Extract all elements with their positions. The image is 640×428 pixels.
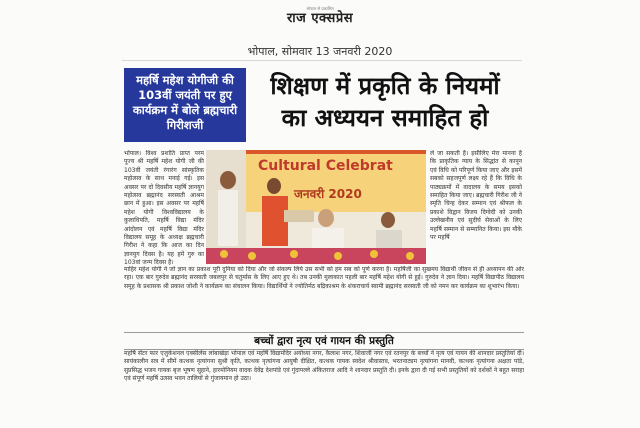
article-right-column: ले जा सकती है। इसीलिए मेरा मानना है कि प्राकृतिक न्याय के सिद्धांत से कानून एवं विधि को परिपूर्ण किया जाए और इसमें सबको सहजपूर्ण लक्ष्य रहे हैं कि विधि के पाठ्यक्रमों में वादालय के समय इसको समाहित किया जाए। ब्रह्मचारी गिरीश जी ने स्मृति चिन्ह देकर सम्मान एवं श्रीफल के प्रकाशे विद्वान विजय दिग्वेदी को उनकी उल्लेखनीय एवं सुदीर्घ सेवाओं के लिए महर्षि सम्मान से सम्मानित किया। इस मौके पर महर्षि	[430, 150, 522, 242]
event-photo	[206, 150, 426, 264]
banner-text: Cultural Celebrat	[258, 158, 393, 174]
article-left-column: भोपाल। विश्व प्रशांति प्राप्त परम पूज्य श्री महर्षि महेश योगी जी की 103वीं जयंती रंगारंग सांस्कृतिक महोत्सव के साथ मनाई गई। इस अवसर पर दो दिवसीय महर्षि ज्ञानयुग महोत्सव ब्रह्मानंद सरस्वती आश्रम छान में हुआ। इस अवसर पर महर्षि महेश योगी विश्वविद्यालय के कुलाधिपति, महर्षि विद्या मंदिर आंदोलन एवं महर्षि विद्या मंदिर विद्यालय समूह के अध्यक्ष ब्रह्मचारी गिरीश ने कहा कि आज का दिन ज्ञानयुग दिवस है। यह हमें गुरु का 103वां जन्म दिवस है।	[124, 150, 204, 266]
subheading: बच्चों द्वारा नृत्य एवं गायन की प्रस्तुति	[124, 332, 524, 350]
headline: शिक्षण में प्रकृति के नियमों का अध्ययन समाहित हो	[270, 71, 500, 132]
masthead	[0, 6, 640, 26]
banner-date: जनवरी 2020	[294, 187, 362, 201]
person-standing-white	[218, 190, 238, 246]
masthead-tagline: भोपाल से प्रकाशित	[306, 6, 334, 11]
flower-decoration	[206, 248, 426, 264]
gift-item	[284, 210, 314, 222]
highlight-box: महर्षि महेश योगीजी की 103वीं जयंती पर हुए कार्यक्रम में बोले ब्रह्मचारी गिरीशजी	[124, 68, 246, 142]
person-head	[220, 171, 236, 189]
person-head	[318, 209, 334, 227]
article-middle-text: माहिर महेश योगी ने जो ज्ञान का प्रकाश पूरी दुनिया को दिया और जो संकल्प लिये उस सभी को हम सब को पूर्ण करना है। महर्षिजी का सुखमय विद्यार्थी जीवन से ही अध्यापन की ओर रहा। एक बार गुरुदेव ब्रह्मानंद सरस्वती जबलपुर से चतुर्मास के लिए आए हुए थे। तब उनकी मुलाकात पहली बार महर्षि महेश योगी से हुई। गुरुदेव ने ज्ञान दिया। महर्षि विद्यापीठ विद्यालय समूह के प्रशासक श्री प्रकाश जोशी ने कार्यक्रम का संचालन किया। विद्यार्थियों ने ज्योतिर्मठ बद्रिकाश्रम के शंकराचार्य स्वामी ब्रह्मानंद सरस्वती जी को नमन कर कार्यक्रम का शुभारंभ किया।	[124, 266, 524, 290]
dateline: भोपाल, सोमवार 13 जनवरी 2020	[247, 45, 393, 58]
article-bottom-text: महर्षि सेंटर फार एजुकेशनल एक्सीलेंस लांबाखेड़ा भोपाल एवं महर्षि विद्यामंदिर अयोध्या नगर, कैलाश नगर, शिवाजी नगर एवं रतनपुर के बच्चों ने नृत्य एवं गायन की शानदार प्रस्तुतियां दी। सायंकालीन सत्र में सीमें कत्थक नृत्यांगना सुश्री कृति, कत्थक नृत्यांगना आयुषी दीक्षित, कत्थक गायक स्वदेश श्रीवास्तव, भरतनाट्यम नृत्यांगना मानवी, कत्थक नृत्यांगना अक्षता पांडे, सुप्रसिद्ध भजन गायक बृज भूषण सुहाने, हारमोनियम वादक देवेंद्र देशपांडे एवं गुंदापल्ले अंकितराज आदि ने शानदार प्रस्तुति दी। इनके द्वारा दी गई सभी प्रस्तुतियों को दर्शकों ने बहुत सराहा एवं संपूर्ण महर्षि उत्सव भवन तालियों से गुंजायमान हो उठा।	[124, 350, 524, 383]
newspaper-name: राज एक्सप्रेस	[286, 11, 354, 26]
divider	[122, 60, 522, 61]
person-head	[381, 212, 395, 228]
person-head	[267, 178, 281, 194]
event-photo-illustration	[206, 150, 426, 264]
